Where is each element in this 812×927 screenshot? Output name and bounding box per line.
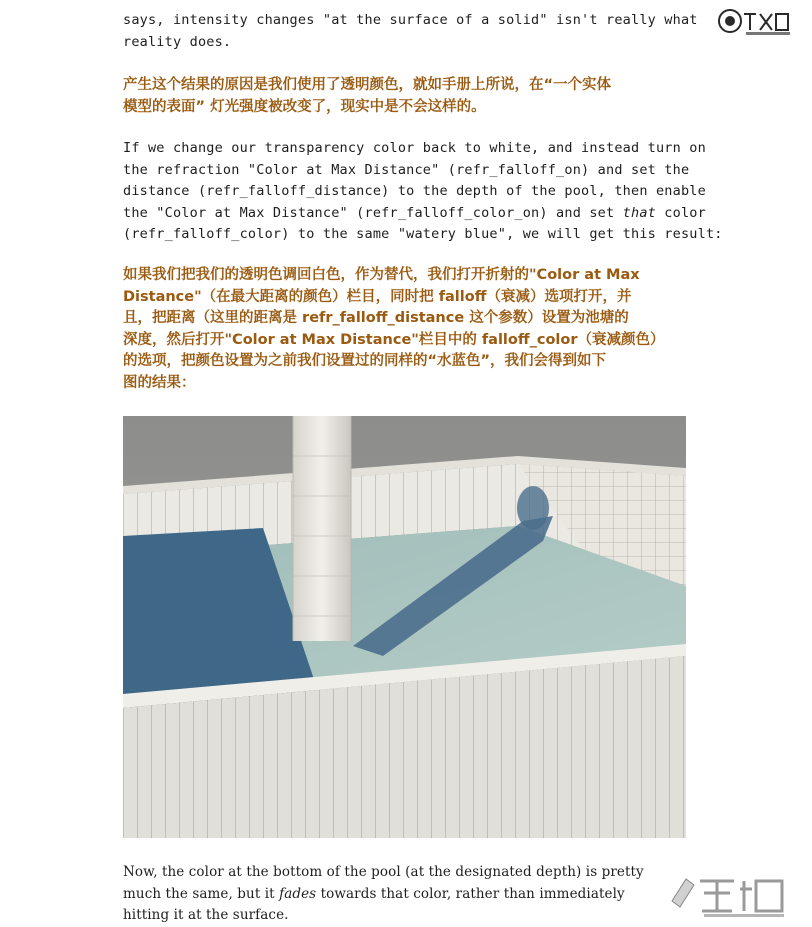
paragraph-zh-2 <box>123 265 693 394</box>
text-segment: color <box>655 204 706 221</box>
text-line: 的选项，把颜色设置为之前我们设置过的同样的“水蓝色”，我们会得到如下 <box>123 353 607 369</box>
community-logo-watermark <box>664 871 804 919</box>
text-line: 模型的表面” 灯光强度被改变了，现实中是不会这样的。 <box>123 98 486 115</box>
text-line: 如果我们把我们的透明色调回白色，作为替代，我们打开折射的"Color at Max <box>123 267 640 283</box>
text-line: 深度，然后打开"Color at Max Distance"栏目中的 falloff_color（衰减颜色） <box>123 331 665 348</box>
text-line: 图的结果： <box>123 374 196 391</box>
text-line: Now, the color at the bottom of the pool (at the designated depth) is pretty <box>123 864 644 880</box>
text-line: Distance"（在最大距离的颜色）栏目，同时把 falloff（衰减）选项打开，并 <box>123 288 632 305</box>
paragraph-zh-1 <box>123 75 693 118</box>
text-line: 产生这个结果的原因是我们使用了透明颜色，就如手册上所说，在“一个实体 <box>123 77 612 93</box>
text-segment: towards that color, rather than immediately <box>316 885 625 902</box>
text-line: the refraction "Color at Max Distance" (refr_falloff_on) and set the <box>123 161 690 178</box>
text-line: 且，把距离（这里的距离是 refr_falloff_distance 这个参数）设置为池塘的 <box>123 310 629 326</box>
emphasis-text: that <box>622 204 656 221</box>
emphasis-text: fades <box>279 885 317 902</box>
text-line: (refr_falloff_color) to the same "watery blue", we will get this result: <box>123 226 723 242</box>
pool-render-image <box>123 416 686 838</box>
text-line: distance (refr_falloff_distance) to the depth of the pool, then enable <box>123 183 706 199</box>
site-logo-watermark <box>716 4 806 38</box>
text-line: reality does. <box>123 33 232 50</box>
text-segment: the "Color at Max Distance" (refr_falloff_color_on) and set <box>123 204 623 221</box>
paragraph-en-3 <box>123 862 691 927</box>
paragraph-en-2 <box>123 138 723 246</box>
text-line <box>123 884 691 906</box>
text-segment: much the same, but it <box>123 885 280 902</box>
paragraph-en-1 <box>123 10 698 53</box>
text-line: hitting it at the surface. <box>123 907 289 923</box>
text-line: If we change our transparency color back to white, and instead turn on <box>123 140 706 156</box>
text-line: says, intensity changes "at the surface of a solid" isn't really what <box>123 12 698 28</box>
text-line <box>123 203 706 225</box>
